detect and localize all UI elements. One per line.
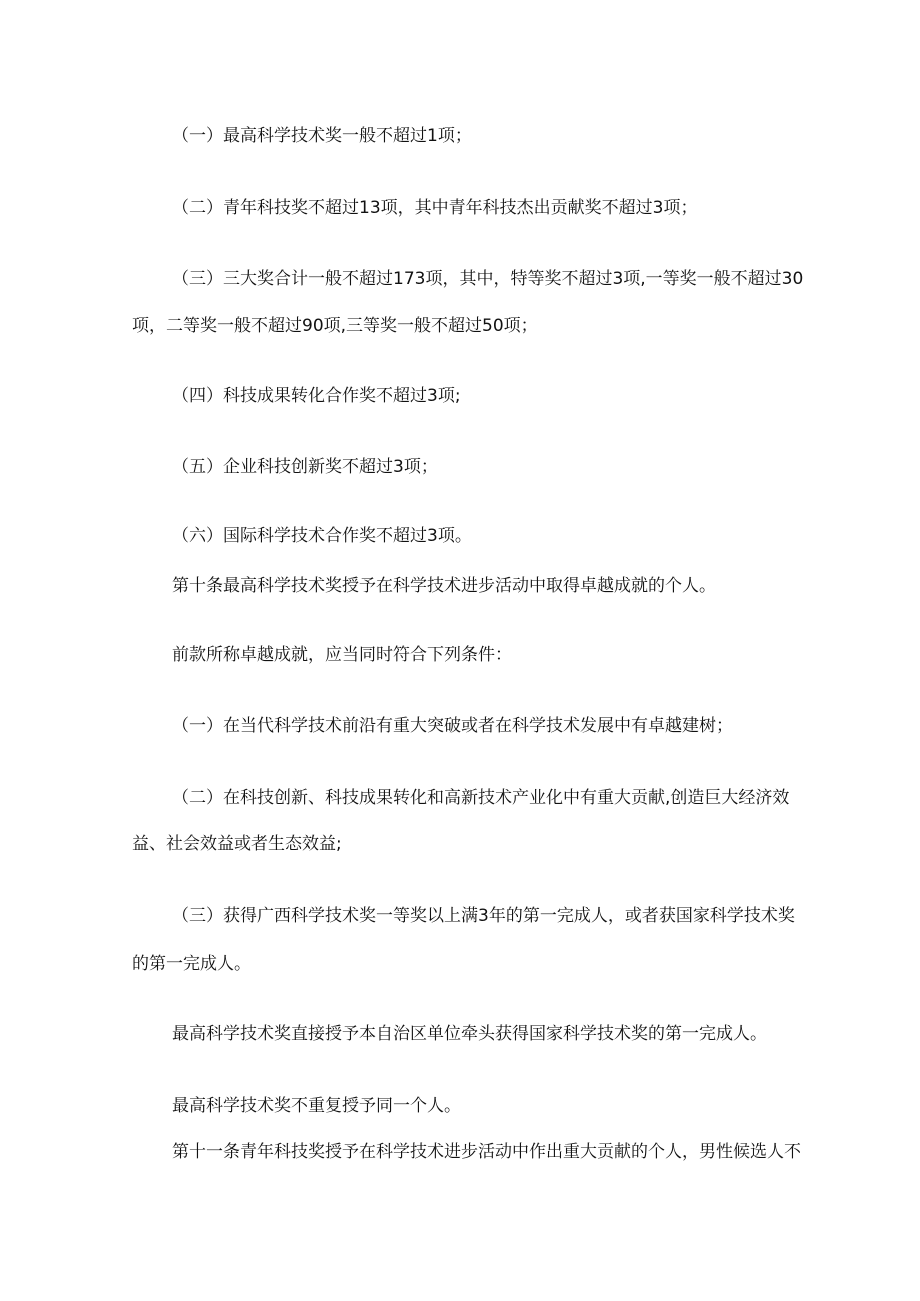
paragraph-line-continuation: 的第一完成人。 [132,954,251,974]
article-heading-line: 第十条最高科学技术奖授予在科学技术进步活动中取得卓越成就的个人。 [172,576,716,596]
paragraph-line: （二）青年科技奖不超过13项，其中青年科技杰出贡献奖不超过3项； [172,198,698,218]
paragraph-line: 最高科学技术奖不重复授予同一个人。 [172,1096,461,1116]
paragraph-line: （一）在当代科学技术前沿有重大突破或者在科学技术发展中有卓越建树； [172,716,733,736]
paragraph-line: （五）企业科技创新奖不超过3项； [172,457,438,477]
paragraph-line: （四）科技成果转化合作奖不超过3项; [172,386,461,406]
paragraph-line-continuation: 项，二等奖一般不超过90项,三等奖一般不超过50项； [132,316,538,336]
paragraph-line: 最高科学技术奖直接授予本自治区单位牵头获得国家科学技术奖的第一完成人。 [172,1024,767,1044]
paragraph-line: 前款所称卓越成就，应当同时符合下列条件： [172,645,512,665]
paragraph-line: （一）最高科学技术奖一般不超过1项； [172,126,472,146]
paragraph-line: （二）在科技创新、科技成果转化和高新技术产业化中有重大贡献,创造巨大经济效 [172,788,790,808]
paragraph-line: （三）获得广西科学技术奖一等奖以上满3年的第一完成人，或者获国家科学技术奖 [172,906,795,926]
article-heading-line: 第十一条青年科技奖授予在科学技术进步活动中作出重大贡献的个人，男性候选人不 [172,1142,801,1162]
paragraph-line: （三）三大奖合计一般不超过173项，其中，特等奖不超过3项,一等奖一般不超过30 [172,269,804,289]
paragraph-line-continuation: 益、社会效益或者生态效益; [132,834,342,854]
paragraph-line: （六）国际科学技术合作奖不超过3项。 [172,526,472,546]
